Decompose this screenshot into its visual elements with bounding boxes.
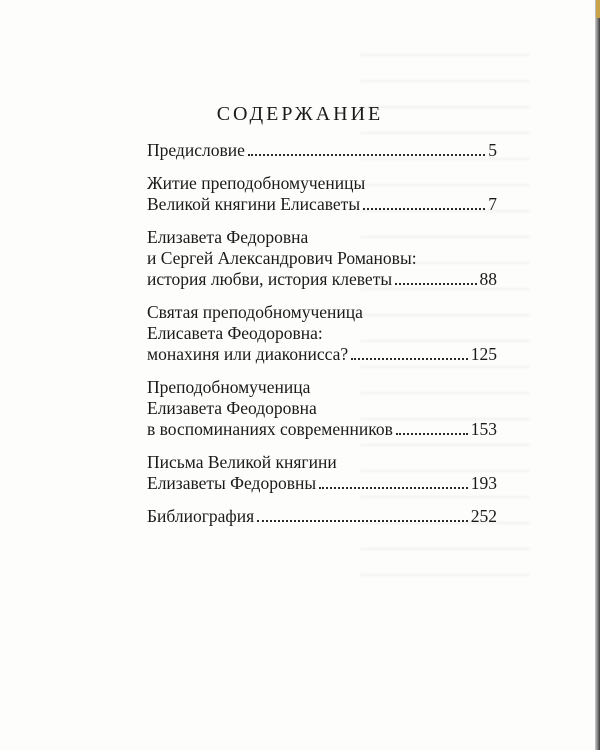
toc-entry-memoirs (147, 377, 497, 440)
toc-page-number: 193 (470, 473, 497, 493)
toc-entry-life (147, 173, 497, 215)
toc-entry-text: Библиография (147, 506, 255, 526)
toc-page-number: 88 (479, 269, 497, 289)
page-edge-corner (596, 0, 600, 18)
toc-entry-text: монахиня или диаконисса? (147, 344, 349, 364)
toc-entry-last-line (147, 140, 497, 161)
toc-entry-last-line (147, 194, 497, 215)
toc-entry-nun-or-deaconess (147, 302, 497, 365)
toc-entry-last-line (147, 269, 497, 290)
toc-leader-dots (319, 487, 468, 489)
toc-entry-text: Елисавета Феодоровна: (147, 323, 323, 343)
toc-entry-last-line (147, 473, 497, 494)
toc-leader-dots (363, 208, 485, 210)
toc-page-number: 7 (488, 194, 497, 214)
toc-entry-last-line (147, 506, 497, 527)
toc-entry-preface (147, 140, 497, 161)
toc-entry-text: история любви, история клеветы (147, 269, 393, 289)
toc-entry-text: Елизавета Феодоровна (147, 398, 317, 418)
toc-entry-text: Письма Великой княгини (147, 452, 337, 472)
toc-entry-letters (147, 452, 497, 494)
toc-entry-text: Елизавета Федоровна (147, 227, 309, 247)
page-title: СОДЕРЖАНИЕ (216, 103, 384, 126)
toc-entry-text: Великой княгини Елисаветы (147, 194, 361, 214)
toc-leader-dots (395, 283, 476, 285)
toc-page-number: 153 (470, 419, 497, 439)
toc-entry-last-line (147, 419, 497, 440)
toc-page-number: 125 (470, 344, 497, 364)
toc-entry-text: и Сергей Александрович Романовы: (147, 248, 417, 268)
toc-page-number: 5 (488, 140, 497, 160)
toc-leader-dots (351, 358, 468, 360)
toc-leader-dots (257, 520, 468, 522)
toc-leader-dots (396, 433, 468, 435)
toc-entry-bibliography (147, 506, 497, 527)
toc-entry-text: Предисловие (147, 140, 245, 160)
toc-entry-text: Преподобномученица (147, 377, 311, 397)
toc-entry-text: Житие преподобномученицы (147, 173, 366, 193)
toc-entry-text: Елизаветы Федоровны (147, 473, 317, 493)
toc-entry-text: в воспоминаниях современников (147, 419, 393, 439)
toc-entry-romanovs (147, 227, 497, 290)
toc-entry-last-line (147, 344, 497, 365)
toc-page-number: 252 (470, 506, 497, 526)
toc-entry-text: Святая преподобномученица (147, 302, 363, 322)
toc-leader-dots (248, 154, 485, 156)
table-of-contents (147, 140, 497, 539)
